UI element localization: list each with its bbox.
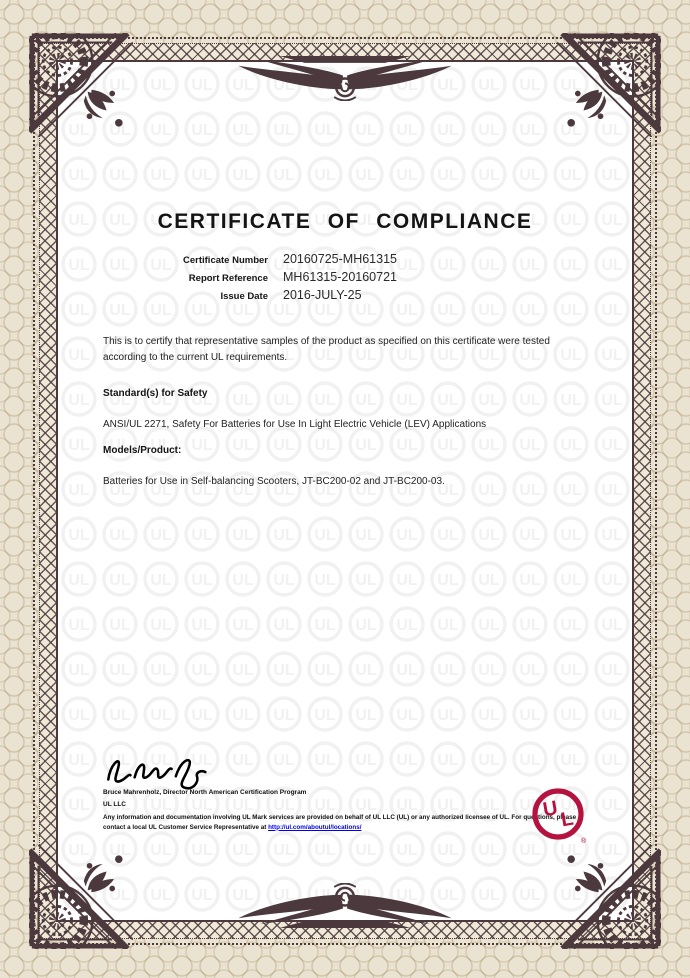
certificate-fields xyxy=(100,252,397,306)
ul-logo-letter-u: U xyxy=(541,797,560,822)
signatory-name: Bruce Mahrenholz, Director North American Certification Program xyxy=(103,789,307,796)
standards-text: ANSI/UL 2271, Safety For Batteries for Use In Light Electric Vehicle (LEV) Applications xyxy=(103,419,487,430)
signature-image xyxy=(100,752,220,790)
signatory-company: UL LLC xyxy=(103,801,126,808)
field-value: 2016-JULY-25 xyxy=(283,288,362,302)
field-row-issue-date xyxy=(100,288,397,306)
field-row-report-reference xyxy=(100,270,397,288)
footer-line2-prefix: contact a local UL Customer Service Representative at xyxy=(103,823,269,831)
footer-fineprint xyxy=(103,813,585,832)
certify-statement: This is to certify that representative samples of the product as specified on this certificate were tested according to the current UL requirements. xyxy=(103,336,550,363)
footer-line1: Any information and documentation involving UL Mark services are provided on behalf of UL LLC (UL) or any authorized licensee of UL. For questions, please xyxy=(103,814,577,821)
registered-mark: ® xyxy=(581,838,587,845)
field-value: MH61315-20160721 xyxy=(283,270,397,284)
certificate-title: CERTIFICATE OF COMPLIANCE xyxy=(157,210,533,233)
models-text: Batteries for Use in Self-balancing Scooters, JT-BC200-02 and JT-BC200-03. xyxy=(103,476,445,487)
standards-heading: Standard(s) for Safety xyxy=(103,388,208,399)
ul-logo-letter-l: L xyxy=(559,807,576,832)
ul-locations-link[interactable]: http://ul.com/aboutul/locations/ xyxy=(268,823,362,831)
field-value: 20160725-MH61315 xyxy=(283,252,397,266)
field-row-certificate-number xyxy=(100,252,397,270)
models-heading: Models/Product: xyxy=(103,445,182,456)
ul-logo-icon xyxy=(530,786,590,846)
field-label: Issue Date xyxy=(220,291,268,302)
field-label: Certificate Number xyxy=(183,255,268,266)
field-label: Report Reference xyxy=(188,273,268,284)
